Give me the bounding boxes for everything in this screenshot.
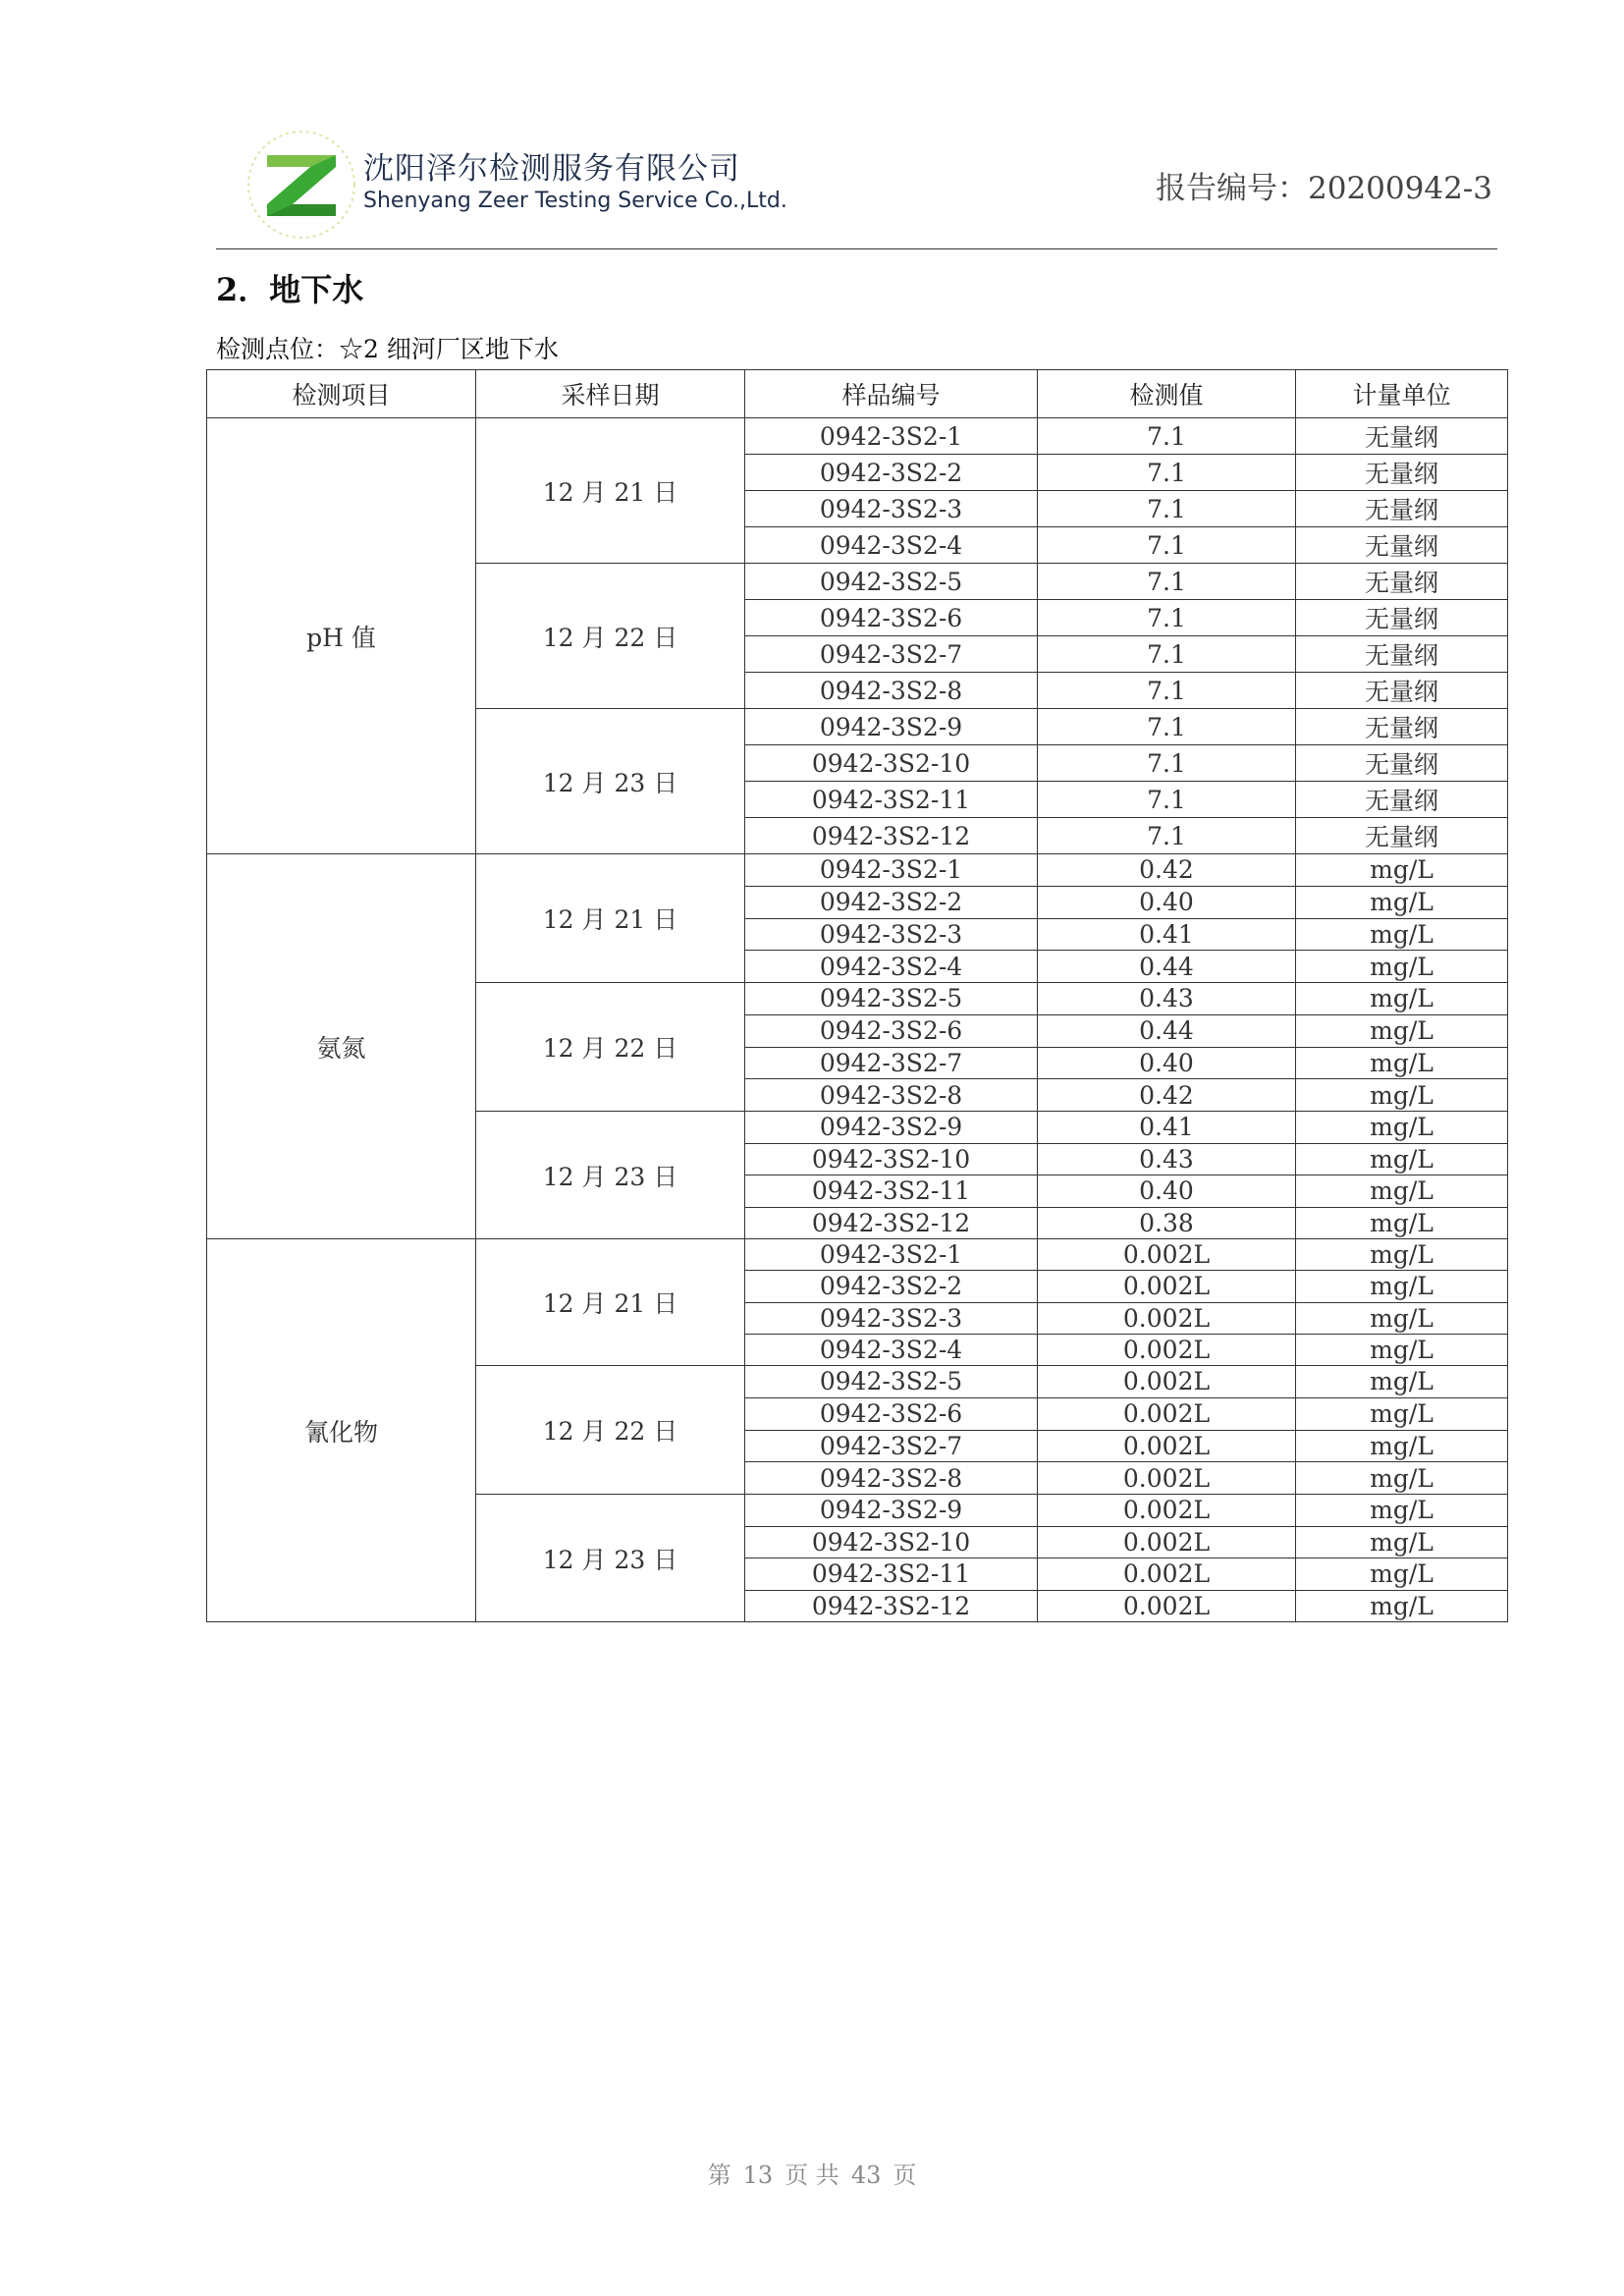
sample-id-cell: 0942-3S2-9 xyxy=(745,1112,1038,1144)
section-title: 2．地下水 xyxy=(216,271,364,308)
result-value-cell: 7.1 xyxy=(1038,782,1296,818)
unit-cell: mg/L xyxy=(1296,1462,1508,1495)
sample-id-cell: 0942-3S2-2 xyxy=(745,1271,1038,1302)
unit-cell: 无量纲 xyxy=(1296,600,1508,636)
result-value-cell: 0.002L xyxy=(1038,1397,1296,1430)
sampling-date-cell: 12 月 22 日 xyxy=(476,1366,745,1495)
company-name-cn: 沈阳泽尔检测服务有限公司 xyxy=(363,151,740,187)
column-header: 采样日期 xyxy=(476,370,745,418)
unit-cell: mg/L xyxy=(1296,1302,1508,1334)
unit-cell: mg/L xyxy=(1296,918,1508,951)
sampling-date-cell: 12 月 21 日 xyxy=(476,1239,745,1366)
unit-cell: mg/L xyxy=(1296,1014,1508,1047)
sampling-date-cell: 12 月 23 日 xyxy=(476,709,745,854)
sampling-date-cell: 12 月 21 日 xyxy=(476,418,745,564)
table-row xyxy=(207,854,1508,887)
unit-cell: mg/L xyxy=(1296,1047,1508,1079)
sample-id-cell: 0942-3S2-3 xyxy=(745,918,1038,951)
sample-id-cell: 0942-3S2-11 xyxy=(745,1175,1038,1208)
result-value-cell: 0.42 xyxy=(1038,1079,1296,1112)
unit-cell: 无量纲 xyxy=(1296,745,1508,782)
page-label: 第 xyxy=(707,2161,731,2189)
result-value-cell: 0.44 xyxy=(1038,1014,1296,1047)
sample-id-cell: 0942-3S2-10 xyxy=(745,745,1038,782)
unit-cell: mg/L xyxy=(1296,1495,1508,1527)
sample-id-cell: 0942-3S2-4 xyxy=(745,1334,1038,1365)
result-value-cell: 7.1 xyxy=(1038,745,1296,782)
page-footer xyxy=(0,2156,1624,2190)
unit-cell: mg/L xyxy=(1296,886,1508,918)
result-value-cell: 0.002L xyxy=(1038,1430,1296,1462)
result-value-cell: 7.1 xyxy=(1038,709,1296,745)
sample-id-cell: 0942-3S2-3 xyxy=(745,491,1038,527)
unit-cell: 无量纲 xyxy=(1296,418,1508,455)
unit-cell: mg/L xyxy=(1296,1271,1508,1302)
sample-id-cell: 0942-3S2-5 xyxy=(745,564,1038,600)
report-number: 报告编号：20200942-3 xyxy=(1156,171,1492,206)
unit-cell: 无量纲 xyxy=(1296,709,1508,745)
unit-cell: mg/L xyxy=(1296,1430,1508,1462)
sample-id-cell: 0942-3S2-1 xyxy=(745,418,1038,455)
sample-id-cell: 0942-3S2-2 xyxy=(745,886,1038,918)
sample-id-cell: 0942-3S2-7 xyxy=(745,1047,1038,1079)
sample-id-cell: 0942-3S2-12 xyxy=(745,1590,1038,1622)
unit-cell: mg/L xyxy=(1296,854,1508,887)
result-value-cell: 0.002L xyxy=(1038,1590,1296,1622)
parameter-cell: 氨氮 xyxy=(207,854,476,1239)
result-value-cell: 0.40 xyxy=(1038,1047,1296,1079)
table-row xyxy=(207,418,1508,455)
unit-cell: 无量纲 xyxy=(1296,564,1508,600)
unit-cell: mg/L xyxy=(1296,1558,1508,1591)
sample-id-cell: 0942-3S2-10 xyxy=(745,1143,1038,1175)
result-value-cell: 0.002L xyxy=(1038,1239,1296,1271)
unit-cell: 无量纲 xyxy=(1296,673,1508,709)
result-value-cell: 0.38 xyxy=(1038,1207,1296,1239)
result-value-cell: 0.41 xyxy=(1038,1112,1296,1144)
table-body xyxy=(207,418,1508,1622)
sampling-location: 检测点位：☆2 细河厂区地下水 xyxy=(216,335,559,363)
result-value-cell: 0.002L xyxy=(1038,1495,1296,1527)
result-value-cell: 0.41 xyxy=(1038,918,1296,951)
page-label: 页 共 xyxy=(785,2161,839,2189)
sample-id-cell: 0942-3S2-7 xyxy=(745,636,1038,673)
sample-id-cell: 0942-3S2-9 xyxy=(745,1495,1038,1527)
unit-cell: mg/L xyxy=(1296,951,1508,983)
sample-id-cell: 0942-3S2-12 xyxy=(745,818,1038,854)
sample-id-cell: 0942-3S2-11 xyxy=(745,1558,1038,1591)
unit-cell: mg/L xyxy=(1296,1397,1508,1430)
result-value-cell: 0.002L xyxy=(1038,1271,1296,1302)
table-header-row xyxy=(207,370,1508,418)
column-header: 样品编号 xyxy=(745,370,1038,418)
result-value-cell: 7.1 xyxy=(1038,636,1296,673)
unit-cell: mg/L xyxy=(1296,1366,1508,1398)
result-value-cell: 7.1 xyxy=(1038,527,1296,564)
unit-cell: mg/L xyxy=(1296,1207,1508,1239)
unit-cell: mg/L xyxy=(1296,1526,1508,1558)
sampling-date-cell: 12 月 23 日 xyxy=(476,1112,745,1239)
sample-id-cell: 0942-3S2-10 xyxy=(745,1526,1038,1558)
unit-cell: mg/L xyxy=(1296,1334,1508,1365)
column-header: 计量单位 xyxy=(1296,370,1508,418)
unit-cell: mg/L xyxy=(1296,1079,1508,1112)
result-value-cell: 0.002L xyxy=(1038,1526,1296,1558)
result-value-cell: 0.44 xyxy=(1038,951,1296,983)
result-value-cell: 7.1 xyxy=(1038,818,1296,854)
unit-cell: mg/L xyxy=(1296,1590,1508,1622)
sample-id-cell: 0942-3S2-7 xyxy=(745,1430,1038,1462)
sample-id-cell: 0942-3S2-4 xyxy=(745,527,1038,564)
result-value-cell: 7.1 xyxy=(1038,418,1296,455)
unit-cell: 无量纲 xyxy=(1296,818,1508,854)
result-value-cell: 0.40 xyxy=(1038,1175,1296,1208)
sample-id-cell: 0942-3S2-8 xyxy=(745,1462,1038,1495)
unit-cell: mg/L xyxy=(1296,983,1508,1015)
result-value-cell: 0.002L xyxy=(1038,1558,1296,1591)
result-value-cell: 0.002L xyxy=(1038,1366,1296,1398)
parameter-cell: 氰化物 xyxy=(207,1239,476,1622)
column-header: 检测项目 xyxy=(207,370,476,418)
sample-id-cell: 0942-3S2-5 xyxy=(745,1366,1038,1398)
sample-id-cell: 0942-3S2-11 xyxy=(745,782,1038,818)
result-value-cell: 0.40 xyxy=(1038,886,1296,918)
sampling-date-cell: 12 月 22 日 xyxy=(476,983,745,1112)
sampling-date-cell: 12 月 22 日 xyxy=(476,564,745,709)
page-label: 页 xyxy=(893,2161,917,2189)
result-value-cell: 7.1 xyxy=(1038,564,1296,600)
sample-id-cell: 0942-3S2-2 xyxy=(745,455,1038,491)
unit-cell: 无量纲 xyxy=(1296,782,1508,818)
column-header: 检测值 xyxy=(1038,370,1296,418)
unit-cell: mg/L xyxy=(1296,1239,1508,1271)
sampling-date-cell: 12 月 23 日 xyxy=(476,1495,745,1622)
table-row xyxy=(207,1239,1508,1271)
result-value-cell: 0.43 xyxy=(1038,983,1296,1015)
unit-cell: 无量纲 xyxy=(1296,455,1508,491)
page-current: 13 xyxy=(742,2161,774,2189)
sample-id-cell: 0942-3S2-12 xyxy=(745,1207,1038,1239)
results-table xyxy=(206,369,1508,1622)
result-value-cell: 0.43 xyxy=(1038,1143,1296,1175)
sample-id-cell: 0942-3S2-1 xyxy=(745,1239,1038,1271)
sampling-date-cell: 12 月 21 日 xyxy=(476,854,745,983)
result-value-cell: 0.002L xyxy=(1038,1334,1296,1365)
sample-id-cell: 0942-3S2-1 xyxy=(745,854,1038,887)
zeer-z-logo-icon xyxy=(245,126,358,244)
unit-cell: mg/L xyxy=(1296,1143,1508,1175)
result-value-cell: 0.002L xyxy=(1038,1462,1296,1495)
result-value-cell: 7.1 xyxy=(1038,600,1296,636)
sample-id-cell: 0942-3S2-6 xyxy=(745,1014,1038,1047)
sample-id-cell: 0942-3S2-8 xyxy=(745,673,1038,709)
sample-id-cell: 0942-3S2-8 xyxy=(745,1079,1038,1112)
result-value-cell: 7.1 xyxy=(1038,491,1296,527)
sample-id-cell: 0942-3S2-6 xyxy=(745,1397,1038,1430)
page-total: 43 xyxy=(850,2161,882,2189)
result-value-cell: 0.42 xyxy=(1038,854,1296,887)
sample-id-cell: 0942-3S2-4 xyxy=(745,951,1038,983)
sample-id-cell: 0942-3S2-5 xyxy=(745,983,1038,1015)
company-name-en: Shenyang Zeer Testing Service Co.,Ltd. xyxy=(363,189,787,213)
unit-cell: mg/L xyxy=(1296,1175,1508,1208)
parameter-cell: pH 值 xyxy=(207,418,476,854)
sample-id-cell: 0942-3S2-3 xyxy=(745,1302,1038,1334)
unit-cell: mg/L xyxy=(1296,1112,1508,1144)
sample-id-cell: 0942-3S2-9 xyxy=(745,709,1038,745)
result-value-cell: 7.1 xyxy=(1038,455,1296,491)
unit-cell: 无量纲 xyxy=(1296,527,1508,564)
result-value-cell: 7.1 xyxy=(1038,673,1296,709)
unit-cell: 无量纲 xyxy=(1296,491,1508,527)
unit-cell: 无量纲 xyxy=(1296,636,1508,673)
report-header xyxy=(216,118,1492,255)
header-divider xyxy=(216,248,1497,249)
sample-id-cell: 0942-3S2-6 xyxy=(745,600,1038,636)
result-value-cell: 0.002L xyxy=(1038,1302,1296,1334)
